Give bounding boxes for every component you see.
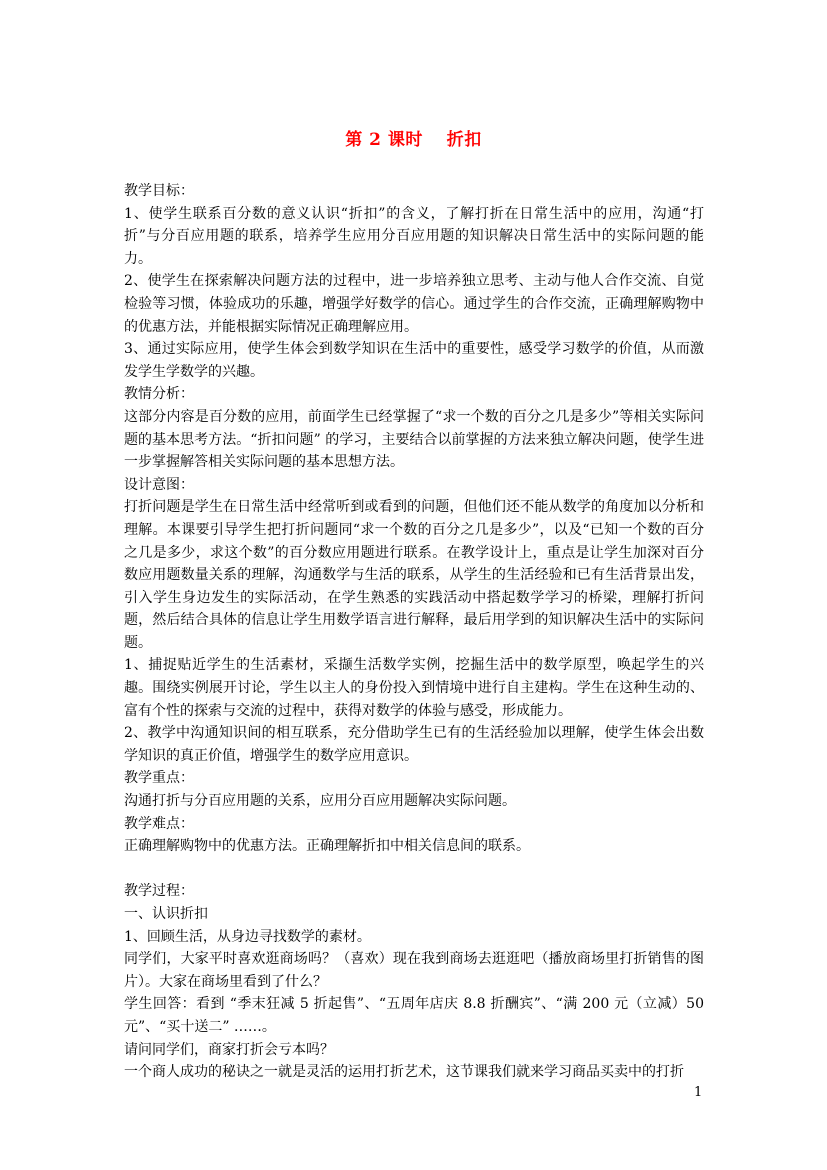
paragraph-goal-3: 3、通过实际应用，使学生体会到数学知识在生活中的重要性，感受学习数学的价值，从而激发学生学数学的兴趣。 xyxy=(124,341,704,380)
paragraph-section-1-heading: 一、认识折扣 xyxy=(124,906,208,922)
paragraph-process-heading: 教学过程： xyxy=(124,883,194,900)
paragraph-key-points: 沟通打折与分百应用题的关系，应用分百应用题解决实际问题。 xyxy=(124,793,516,810)
page-title: 第 2 课时 折扣 xyxy=(345,130,482,150)
paragraph-design-point-2: 2、教学中沟通知识间的相互联系，充分借助学生已有的生活经验加以理解，使学生体会出数学知识的真正价值，增强学生的数学应用意识。 xyxy=(124,725,704,764)
paragraph-teaching-goals-heading: 教学目标： xyxy=(124,183,194,199)
paragraph-analysis: 这部分内容是百分数的应用，前面学生已经掌握了“求一个数的百分之几是多少”等相关实际问题的基本思考方法。“折扣问题” 的学习，主要结合以前掌握的方法来独立解决问题，使学生进一步掌握解答相关实际问题的基本思想方法。 xyxy=(124,408,704,471)
paragraph-difficulties-heading: 教学难点： xyxy=(124,815,194,832)
paragraph-student-answer: 学生回答：看到 “季末狂减 5 折起售”、“五周年店庆 8.8 折酬宾”、“满 200 元（立减）50 元”、“买十送二” ……。 xyxy=(124,996,704,1035)
paragraph-dialogue-1: 同学们，大家平时喜欢逛商场吗？（喜欢）现在我到商场去逛逛吧（播放商场里打折销售的图片）。大家在商场里看到了什么？ xyxy=(124,951,704,990)
paragraph-goal-2: 2、使学生在探索解决问题方法的过程中，进一步培养独立思考、主动与他人合作交流、自觉检验等习惯，体验成功的乐趣，增强学好数学的信心。通过学生的合作交流，正确理解购物中的优惠方法，并能根据实际情况正确理解应用。 xyxy=(124,273,704,335)
document-body xyxy=(124,180,704,1084)
paragraph-closing: 一个商人成功的秘诀之一就是灵活的运用打折艺术，这节课我们就来学习商品买卖中的打折 xyxy=(124,1064,684,1081)
paragraph-design-point-1: 1、捕捉贴近学生的生活素材，采撷生活数学实例，挖掘生活中的数学原型，唤起学生的兴趣。围绕实例展开讨论，学生以主人的身份投入到情境中进行自主建构。学生在这种生动的、富有个性的探索与交流的过程中，获得对数学的体验与感受，形成能力。 xyxy=(124,657,704,719)
paragraph-analysis-heading: 教情分析： xyxy=(124,386,194,403)
blank-line xyxy=(124,858,704,881)
paragraph-key-points-heading: 教学重点： xyxy=(124,770,194,787)
paragraph-design: 打折问题是学生在日常生活中经常听到或看到的问题，但他们还不能从数学的角度加以分析和理解。本课要引导学生把打折问题同“求一个数的百分之几是多少”，以及“已知一个数的百分之几是多少，求这个数”的百分数应用题进行联系。在教学设计上，重点是让学生加深对百分数应用题数量关系的理解，沟通数学与生活的联系，从学生的生活经验和已有生活背景出发，引入学生身边发生的实际活动，在学生熟悉的实践活动中搭起数学学习的桥梁，理解打折问题，然后结合具体的信息让学生用数学语言进行解释，最后用学到的知识解决生活中的实际问题。 xyxy=(124,499,704,651)
page-number: 1 xyxy=(694,1085,703,1100)
paragraph-step-1: 1、回顾生活，从身边寻找数学的素材。 xyxy=(124,928,371,945)
paragraph-goal-1: 1、使学生联系百分数的意义认识“折扣”的含义，了解打折在日常生活中的应用，沟通“打折”与分百应用题的联系，培养学生应用分百应用题的知识解决日常生活中的实际问题的能力。 xyxy=(124,205,704,267)
paragraph-difficulties: 正确理解购物中的优惠方法。正确理解折扣中相关信息间的联系。 xyxy=(124,838,530,855)
paragraph-design-heading: 设计意图： xyxy=(124,476,194,493)
paragraph-question: 请问同学们，商家打折会亏本吗？ xyxy=(124,1041,334,1058)
